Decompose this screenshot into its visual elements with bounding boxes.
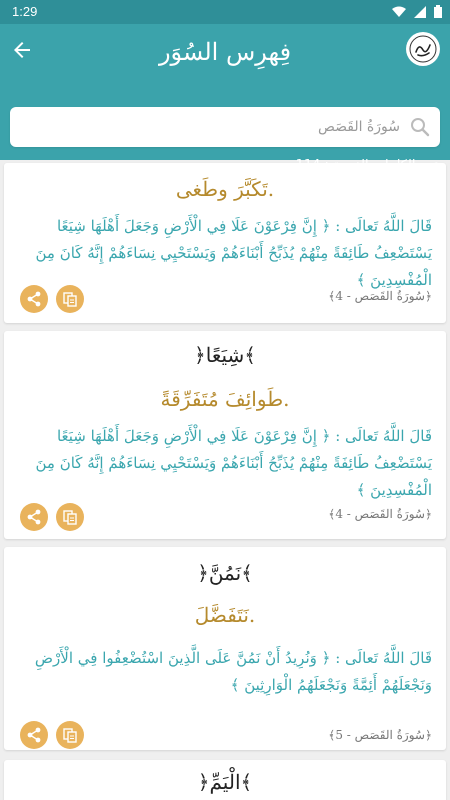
quran-word: ﴿شِيَعًا﴾ bbox=[194, 343, 256, 367]
calligraphy-logo-icon bbox=[409, 35, 437, 63]
search-bar[interactable] bbox=[10, 107, 440, 147]
share-button[interactable] bbox=[20, 285, 48, 313]
copy-button[interactable] bbox=[56, 721, 84, 749]
app-header bbox=[0, 24, 450, 160]
copy-icon bbox=[62, 727, 78, 743]
share-icon bbox=[26, 291, 42, 307]
search-input[interactable] bbox=[20, 115, 400, 139]
surah-reference: ﴿سُورَةُ القَصَص - 4﴾ bbox=[328, 507, 432, 521]
share-button[interactable] bbox=[20, 503, 48, 531]
word-meaning: نَتَفَضَّلَ. bbox=[194, 603, 256, 627]
wifi-icon bbox=[392, 6, 406, 18]
search-icon[interactable] bbox=[410, 117, 430, 137]
word-meaning: طَوائِفَ مُتَفَرِّقَةً. bbox=[160, 387, 290, 411]
copy-icon bbox=[62, 291, 78, 307]
verse-text: قَالَ اللَّهُ تَعالَى : ﴿ وَنُرِيدُ أَنْ نَمُنَّ عَلَى الَّذِينَ اسْتُضْعِفُوا فِي الْأَرْضِ وَنَجْعَلَهُمْ أَئِمَّةً وَنَجْعَلَهُمُ الْوَارِثِينَ ﴾ bbox=[34, 649, 432, 694]
share-icon bbox=[26, 727, 42, 743]
page-title: فِهرِس السُوَر bbox=[158, 38, 292, 66]
status-bar bbox=[0, 0, 450, 24]
copy-button[interactable] bbox=[56, 503, 84, 531]
word-meaning: تَكَبَّرَ وطَغى. bbox=[175, 177, 275, 201]
copy-button[interactable] bbox=[56, 285, 84, 313]
copy-icon bbox=[62, 509, 78, 525]
surah-reference: ﴿سُورَةُ القَصَص - 5﴾ bbox=[328, 728, 432, 742]
share-icon bbox=[26, 509, 42, 525]
verse-text: قَالَ اللَّهُ تَعالَى : ﴿ إِنَّ فِرْعَوْنَ عَلَا فِي الْأَرْضِ وَجَعَلَ أَهْلَهَا شِيَعًا يَسْتَضْعِفُ طَائِفَةً مِنْهُمْ يُذَبِّحُ أَبْنَاءَهُمْ وَيَسْتَحْيِي نِسَاءَهُمْ إِنَّهُ كَانَ مِنَ الْمُفْسِدِينَ ﴾ bbox=[35, 217, 432, 289]
word-card bbox=[4, 760, 446, 800]
status-time: 1:29 bbox=[12, 4, 38, 19]
word-card bbox=[4, 163, 446, 323]
status-icons bbox=[392, 5, 442, 18]
word-card bbox=[4, 331, 446, 539]
signal-icon bbox=[414, 6, 426, 18]
quran-word: ﴿نَمُنَّ﴾ bbox=[197, 561, 253, 585]
surah-reference: ﴿سُورَةُ القَصَص - 4﴾ bbox=[328, 289, 432, 303]
word-card bbox=[4, 547, 446, 750]
share-button[interactable] bbox=[20, 721, 48, 749]
verse-text: قَالَ اللَّهُ تَعالَى : ﴿ إِنَّ فِرْعَوْنَ عَلَا فِي الْأَرْضِ وَجَعَلَ أَهْلَهَا شِيَعًا يَسْتَضْعِفُ طَائِفَةً مِنْهُمْ يُذَبِّحُ أَبْنَاءَهُمْ وَيَسْتَحْيِي نِسَاءَهُمْ إِنَّهُ كَانَ مِنَ الْمُفْسِدِينَ ﴾ bbox=[35, 427, 432, 499]
app-logo bbox=[406, 32, 440, 66]
quran-word: ﴿الْيَمِّ﴾ bbox=[197, 770, 253, 794]
battery-icon bbox=[434, 5, 442, 18]
